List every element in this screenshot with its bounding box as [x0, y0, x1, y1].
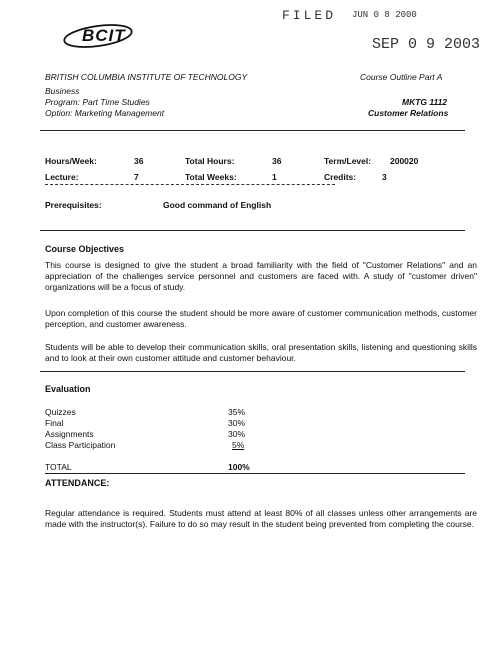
- institute-name: BRITISH COLUMBIA INSTITUTE OF TECHNOLOGY: [45, 72, 248, 82]
- term-level-label: Term/Level:: [324, 156, 372, 166]
- lecture-label: Lecture:: [45, 172, 79, 182]
- option-name: Option: Marketing Management: [45, 108, 165, 118]
- attendance-heading: ATTENDANCE:: [45, 478, 110, 488]
- lecture-value: 7: [134, 172, 139, 182]
- total-weeks-value: 1: [272, 172, 277, 182]
- eval-item-value: 5%: [232, 440, 245, 450]
- objectives-paragraph-1: This course is designed to give the student a broad familiarity with the field of "Customer Relations" and an appreciation of the challenges service personnel and customers are faced with. A study of "customer driven" organizations will be a focus of study.: [45, 260, 477, 292]
- evaluation-heading: Evaluation: [45, 384, 91, 394]
- eval-item-label: Class Participation: [45, 440, 116, 450]
- course-title: Customer Relations: [368, 108, 449, 118]
- eval-item-label: Assignments: [45, 429, 94, 439]
- term-level-value: 200020: [390, 156, 419, 166]
- total-hours-value: 36: [272, 156, 282, 166]
- objectives-paragraph-3: Students will be able to develop their communication skills, oral presentation skills, listening and questioning skills and to look at their own customer attitude and customer behaviour.: [45, 342, 477, 363]
- prereq-value: Good command of English: [163, 200, 272, 210]
- program-name: Program: Part Time Studies: [45, 97, 150, 107]
- eval-item-label: Quizzes: [45, 407, 76, 417]
- hours-week-value: 36: [134, 156, 144, 166]
- credits-value: 3: [382, 172, 387, 182]
- eval-item-label: Final: [45, 418, 64, 428]
- eval-item-value: 30%: [228, 429, 246, 439]
- objectives-divider: [40, 371, 465, 372]
- outline-label: Course Outline Part A: [360, 72, 443, 82]
- school-name: Business: [45, 86, 80, 96]
- bcit-logo: BCIT: [60, 20, 140, 52]
- eval-total-label: TOTAL: [45, 462, 72, 472]
- eval-total-divider: [45, 473, 465, 474]
- filed-stamp: FILED: [282, 8, 337, 23]
- received-date-stamp: SEP 0 9 2003: [372, 36, 481, 53]
- hours-week-label: Hours/Week:: [45, 156, 97, 166]
- eval-item-value: 30%: [228, 418, 246, 428]
- filed-date-stamp: JUN 0 8 2000: [352, 10, 417, 20]
- info-divider: [45, 184, 335, 185]
- objectives-paragraph-2: Upon completion of this course the student should be more aware of customer communication methods, customer perception, and customer awareness.: [45, 308, 477, 329]
- eval-item-value: 35%: [228, 407, 246, 417]
- prereq-label: Prerequisites:: [45, 200, 102, 210]
- course-code: MKTG 1112: [402, 97, 448, 107]
- total-weeks-label: Total Weeks:: [185, 172, 237, 182]
- attendance-text: Regular attendance is required. Students must attend at least 80% of all classes unless other arrangements are made with the instructor(s). Failure to do so may result in the student being prevented from completing the course.: [45, 508, 477, 529]
- header-divider: [40, 130, 465, 131]
- eval-total-value: 100%: [228, 462, 250, 472]
- total-hours-label: Total Hours:: [185, 156, 235, 166]
- objectives-heading: Course Objectives: [45, 244, 125, 254]
- prereq-divider: [40, 230, 465, 231]
- credits-label: Credits:: [324, 172, 357, 182]
